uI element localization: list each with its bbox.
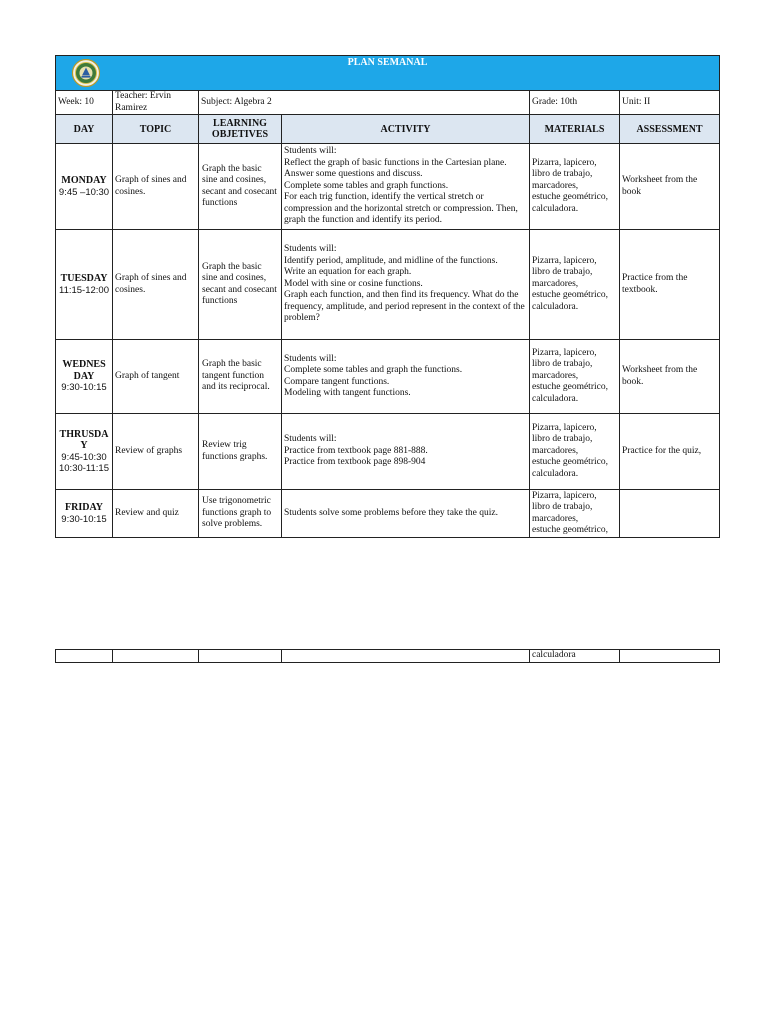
day-row xyxy=(56,340,720,414)
unit-cell: Unit: II xyxy=(620,91,720,115)
activity-cell xyxy=(282,144,530,230)
materials-line: estuche geométrico, xyxy=(532,457,608,468)
materials-line: Pizarra, lapicero, xyxy=(532,157,597,168)
materials-line: estuche geométrico, xyxy=(532,290,608,301)
day-name: TUESDAY xyxy=(60,273,108,284)
continuation-table xyxy=(55,649,720,663)
topic-cell: Graph of sines and cosines. xyxy=(113,144,199,230)
day-name: WEDNES DAY xyxy=(62,359,106,382)
activity-cell xyxy=(282,340,530,414)
plan-title: PLAN SEMANAL xyxy=(347,57,428,68)
plan-table xyxy=(55,55,720,538)
materials-line: libro de trabajo, xyxy=(532,502,593,512)
cont-materials-cell: calculadora xyxy=(530,650,620,663)
activity-line: Students will: xyxy=(284,434,337,445)
assessment-cell: Practice for the quiz, xyxy=(620,414,720,490)
materials-line: marcadores, xyxy=(532,370,579,381)
continuation-row xyxy=(56,650,720,663)
materials-line: calculadora. xyxy=(532,393,579,404)
activity-line: Modeling with tangent functions. xyxy=(284,388,411,398)
banner xyxy=(56,56,720,91)
materials-line: marcadores, xyxy=(532,278,579,289)
materials-line: libro de trabajo, xyxy=(532,359,593,370)
day-time: 9:30-10:15 xyxy=(61,382,107,394)
materials-line: estuche geométrico, xyxy=(532,525,608,535)
activity-line: Complete some tables and graph functions. xyxy=(284,180,449,191)
day-time: 11:15-12:00 xyxy=(58,284,109,296)
topic-cell: Graph of sines and cosines. xyxy=(113,230,199,340)
materials-line: calculadora. xyxy=(532,203,579,214)
activity-cell xyxy=(282,230,530,340)
col-header-assessment: ASSESSMENT xyxy=(620,115,720,144)
materials-line: calculadora. xyxy=(532,468,579,479)
activity-line: For each trig function, identify the vertical stretch or compression and the horizontal stretch or compression. Then, graph the function and identify its period. xyxy=(284,192,518,226)
assessment-cell xyxy=(620,490,720,538)
activity-cell xyxy=(282,414,530,490)
materials-line: libro de trabajo, xyxy=(532,434,593,445)
materials-line: libro de trabajo, xyxy=(532,267,593,278)
cont-assessment-cell xyxy=(620,650,720,663)
objectives-cell: Graph the basic sine and cosines, secant and cosecant functions xyxy=(199,144,282,230)
assessment-cell: Practice from the textbook. xyxy=(620,230,720,340)
materials-line: Pizarra, lapicero, xyxy=(532,422,597,433)
topic-cell: Review of graphs xyxy=(113,414,199,490)
materials-line: marcadores, xyxy=(532,445,579,456)
col-header-activity: ACTIVITY xyxy=(282,115,530,144)
activity-line: Graph each function, and then find its frequency. What do the frequency, amplitude, and period represent in the context of the problem? xyxy=(284,290,525,324)
teacher-cell: Teacher: Ervin Ramirez xyxy=(113,91,199,115)
day-cell xyxy=(56,414,113,490)
col-header-topic: TOPIC xyxy=(113,115,199,144)
assessment-cell: Worksheet from the book. xyxy=(620,340,720,414)
header-row xyxy=(56,115,720,144)
weekly-plan-sheet xyxy=(55,55,719,538)
banner-row xyxy=(56,56,720,91)
day-row xyxy=(56,414,720,490)
activity-line: Model with sine or cosine functions. xyxy=(284,278,423,289)
day-name: THRUSDA Y xyxy=(59,428,109,451)
info-row xyxy=(56,91,720,115)
materials-cell xyxy=(530,490,620,538)
materials-line: estuche geométrico, xyxy=(532,382,608,393)
activity-line: Reflect the graph of basic functions in the Cartesian plane. Answer some questions and discuss. xyxy=(284,157,507,180)
cont-activity-cell xyxy=(282,650,530,663)
materials-cell xyxy=(530,230,620,340)
activity-line: Students solve some problems before they take the quiz. xyxy=(284,507,498,518)
day-row xyxy=(56,144,720,230)
activity-line: Students will: xyxy=(284,353,337,364)
objectives-cell: Review trig functions graphs. xyxy=(199,414,282,490)
materials-line: marcadores, xyxy=(532,513,579,524)
objectives-cell: Use trigonometric functions graph to solve problems. xyxy=(199,490,282,538)
activity-line: Identify period, amplitude, and midline of the functions. xyxy=(284,255,498,266)
materials-line: Pizarra, lapicero, xyxy=(532,347,597,358)
day-name: MONDAY xyxy=(61,175,107,186)
cont-objectives-cell xyxy=(199,650,282,663)
grade-cell: Grade: 10th xyxy=(530,91,620,115)
materials-line: calculadora. xyxy=(532,301,579,312)
activity-cell xyxy=(282,490,530,538)
subject-cell: Subject: Algebra 2 xyxy=(199,91,530,115)
activity-line: Compare tangent functions. xyxy=(284,376,390,387)
materials-cell xyxy=(530,144,620,230)
topic-cell: Graph of tangent xyxy=(113,340,199,414)
day-cell xyxy=(56,340,113,414)
objectives-cell: Graph the basic tangent function and its reciprocal. xyxy=(199,340,282,414)
day-time: 9:45-10:30 xyxy=(61,451,107,463)
plan-body xyxy=(56,144,720,538)
topic-cell: Review and quiz xyxy=(113,490,199,538)
day-row xyxy=(56,230,720,340)
materials-line: estuche geométrico, xyxy=(532,192,608,203)
week-cell: Week: 10 xyxy=(56,91,113,115)
activity-line: Write an equation for each graph. xyxy=(284,267,412,278)
day-cell xyxy=(56,144,113,230)
col-header-materials: MATERIALS xyxy=(530,115,620,144)
day-cell xyxy=(56,230,113,340)
day-cell xyxy=(56,490,113,538)
col-header-day: DAY xyxy=(56,115,113,144)
assessment-cell: Worksheet from the book xyxy=(620,144,720,230)
cont-topic-cell xyxy=(113,650,199,663)
day-time: 9:45 –10:30 xyxy=(58,186,110,198)
activity-line: Practice from textbook page 898-904 xyxy=(284,457,426,468)
materials-line: Pizarra, lapicero, xyxy=(532,490,597,501)
objectives-cell: Graph the basic sine and cosines, secant and cosecant functions xyxy=(199,230,282,340)
day-row xyxy=(56,490,720,538)
activity-line: Students will: xyxy=(284,244,337,255)
continuation-table-wrap xyxy=(55,649,719,663)
day-time: 9:30-10:15 xyxy=(61,513,107,525)
day-name: FRIDAY xyxy=(65,502,103,513)
activity-line: Complete some tables and graph the functions. xyxy=(284,365,463,375)
day-time: 10:30-11:15 xyxy=(58,463,109,474)
materials-line: Pizarra, lapicero, xyxy=(532,255,597,266)
materials-cell xyxy=(530,414,620,490)
cont-day-cell xyxy=(56,650,113,663)
materials-line: libro de trabajo, xyxy=(532,169,593,180)
activity-line: Students will: xyxy=(284,146,337,157)
activity-line: Practice from textbook page 881-888. xyxy=(284,445,428,456)
materials-cell xyxy=(530,340,620,414)
col-header-objectives: LEARNING OBJETIVES xyxy=(199,115,282,144)
materials-line: marcadores, xyxy=(532,180,579,191)
